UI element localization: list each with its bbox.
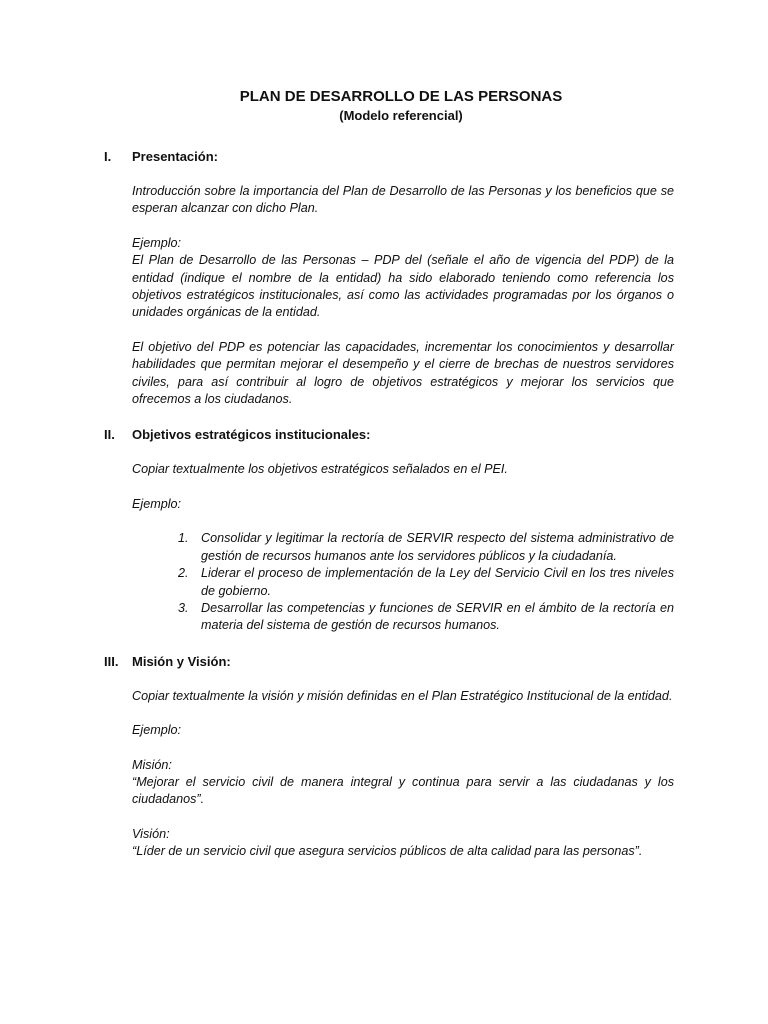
vision-text: “Líder de un servicio civil que asegura servicios públicos de alta calidad para las personas”. <box>132 844 643 859</box>
list-item-text: Consolidar y legitimar la rectoría de SERVIR respecto del sistema administrativo de gestión de recursos humanos ante los servidores públicos y la ciudadanía. <box>201 531 674 563</box>
list-item <box>178 530 674 565</box>
section-3-number: III. <box>104 653 119 669</box>
section-1-number: I. <box>104 149 112 164</box>
section-2-intro: Copiar textualmente los objetivos estratégicos señalados en el PEI. <box>132 462 508 477</box>
section-3-body <box>132 670 674 861</box>
section-1-objective-text: El objetivo del PDP es potenciar las capacidades, incrementar los conocimientos y desarrollar habilidades que permitan mejorar el desempeño y el cierre de brechas de nuestros servidores civiles, para así contribuir al logro de objetivos estratégicos y mejorar los servicios que ofrecemos a los ciudadanos. <box>132 339 674 407</box>
section-3-intro: Copiar textualmente la visión y misión definidas en el Plan Estratégico Institucional de la entidad. <box>132 688 673 703</box>
mission-label: Misión: <box>132 757 172 772</box>
section-1-title: Presentación: <box>132 149 218 164</box>
objectives-list <box>132 530 674 634</box>
mission-text: “Mejorar el servicio civil de manera integral y continua para servir a las ciudadanas y los ciudadanos”. <box>132 774 674 807</box>
section-3-example-label: Ejemplo: <box>132 723 181 738</box>
document-subtitle: (Modelo referencial) <box>339 108 463 123</box>
list-item-text: Desarrollar las competencias y funciones de SERVIR en el ámbito de la rectoría en materia del sistema de gestión de recursos humanos. <box>201 600 674 633</box>
section-1-example-text: El Plan de Desarrollo de las Personas – PDP del (señale el año de vigencia del PDP) de la entidad (indique el nombre de la entidad) ha sido elaborado teniendo como referencia los objetivos estratégicos institucionales, así como las actividades programadas por los órganos o unidades orgánicas de la entidad. <box>132 253 674 320</box>
section-2-number: II. <box>104 427 115 443</box>
list-item-text: Liderar el proceso de implementación de la Ley del Servicio Civil en los tres niveles de gobierno. <box>201 566 674 598</box>
section-1-body <box>132 165 674 408</box>
section-1-example-label: Ejemplo: <box>132 235 181 250</box>
list-item-number: 1. <box>178 531 189 546</box>
section-3-title: Misión y Visión: <box>132 653 231 669</box>
section-2-title: Objetivos estratégicos institucionales: <box>132 427 371 443</box>
list-item <box>178 565 674 600</box>
vision-label: Visión: <box>132 826 170 841</box>
section-1-heading <box>104 148 674 165</box>
section-3-heading <box>104 653 674 670</box>
section-2-body <box>132 443 674 634</box>
section-2-example-label: Ejemplo: <box>132 496 181 511</box>
list-item <box>178 600 674 635</box>
document-title: PLAN DE DESARROLLO DE LAS PERSONAS <box>239 88 563 105</box>
section-1-intro: Introducción sobre la importancia del Plan de Desarrollo de las Personas y los beneficios que se esperan alcanzar con dicho Plan. <box>132 184 674 216</box>
section-2-heading <box>104 426 674 443</box>
list-item-number: 3. <box>178 600 189 615</box>
list-item-number: 2. <box>178 566 189 581</box>
